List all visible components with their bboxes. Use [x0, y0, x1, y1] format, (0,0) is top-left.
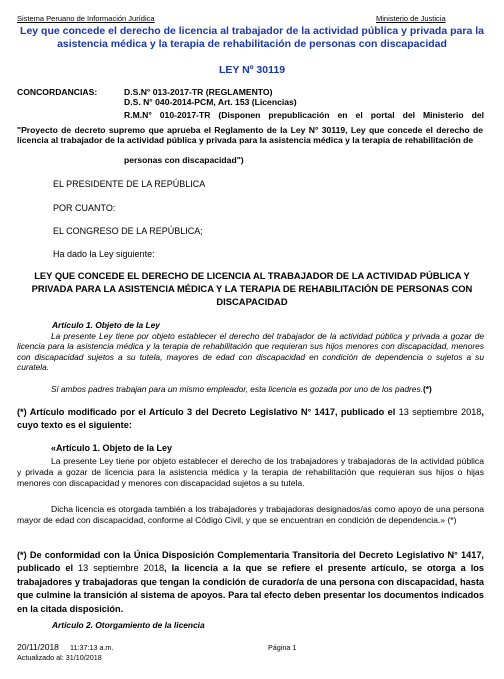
disposition-date: 13 septiembre 2018	[78, 563, 165, 574]
article-1-original-note	[51, 384, 432, 394]
law-number: LEY Nº 30119	[218, 64, 286, 76]
por-cuanto-line: POR CUANTO:	[53, 203, 116, 213]
modification-date: 13 septiembre 2018	[398, 407, 482, 417]
modification-marker: (*)	[422, 384, 432, 394]
article-1-modified-heading	[51, 443, 172, 453]
footer-time: 11:37:13 a.m.	[70, 643, 114, 652]
article-1-modified-title: Artículo 1. Objeto de la Ley	[56, 443, 173, 453]
footer-date: 20/11/2018	[17, 642, 59, 652]
ha-dado-line: Ha dado la Ley siguiente:	[53, 249, 155, 259]
article-1-modified-p2: Dicha licencia es otorgada también a los trabajadores y trabajadoras designados/as como apoyo de una persona mayor de edad con discapacidad, conforme al Código Civil, y que se encuentran en condición de dependencia.» (*)	[17, 504, 484, 525]
concordancia-continuation: "Proyecto de decreto supremo que aprueba el Reglamento de la Ley N° 30119, Ley que concede el derecho de licencia al trabajador de la actividad pública y privada para la asistencia médica y la terapia de rehabilitación de	[17, 125, 483, 145]
article-1-original-p2: Si ambos padres trabajan para un mismo empleador, esta licencia es gozada por uno de los padres.	[51, 384, 423, 394]
law-main-title: LEY QUE CONCEDE EL DERECHO DE LICENCIA AL TRABAJADOR DE LA ACTIVIDAD PÚBLICA Y PRIVADA PARA LA ASISTENCIA MÉDICA Y LA TERAPIA DE REHABILITACIÓN DE PERSONAS CON DISCAPACIDAD	[31, 270, 473, 307]
header-source: Sistema Peruano de Información Jurídica	[17, 14, 155, 23]
article-1-modified-p1: La presente Ley tiene por objeto establecer el derecho de los trabajadores y trabajadoras de la actividad pública y privada a gozar de licencia para la asistencia médica y la terapia de rehabilitación que requieran sus hijos o hijas menores con discapacidad y menores con discapacidad sujetos a su tutela.	[17, 456, 484, 488]
concordancia-link-1[interactable]: D.S.N° 013-2017-TR (REGLAMENTO)	[124, 87, 273, 97]
disposition-note-part2: , la licencia a la que se refiere el presente artículo, se otorga a los trabajadores y trabajadoras que tengan la condición de curador/a de una persona con discapacidad, hasta que culmine la transición al sistema de apoyos. Para tal efecto deben presentar los documentos indicados en la citada disposición.	[17, 563, 484, 614]
congreso-line: EL CONGRESO DE LA REPÚBLICA;	[53, 226, 203, 236]
modification-note-text: (*) Artículo modificado por el Artículo 3 del Decreto Legislativo N° 1417, publicado el	[17, 407, 396, 417]
opening-quote: «	[51, 443, 57, 453]
modification-note-end: , cuyo texto es el siguiente:	[17, 407, 484, 430]
concordancia-end: personas con discapacidad")	[124, 155, 244, 165]
article-1-original-text: La presente Ley tiene por objeto establecer el derecho del trabajador de la actividad pública y privada a gozar de licencia para la asistencia médica y la terapia de rehabilitación que requieran sus hijos menores con discapacidad, menores con discapacidad sujetos a su tutela, mayores de edad con discapacidad en condición de dependencia o sujetos a su curatela.	[17, 331, 484, 372]
document-title: Ley que concede el derecho de licencia al trabajador de la actividad pública y privada para la asistencia médica y la terapia de rehabilitación de personas con discapacidad	[20, 25, 484, 50]
concordancia-link-2[interactable]: D.S. N° 040-2014-PCM, Art. 153 (Licencias)	[124, 97, 297, 107]
modification-note	[17, 406, 484, 432]
article-1-heading: Artículo 1. Objeto de la Ley	[52, 320, 160, 330]
disposition-note	[17, 549, 484, 616]
president-line: EL PRESIDENTE DE LA REPÚBLICA	[53, 179, 206, 189]
header-ministry: Ministerio de Justicia	[376, 14, 446, 23]
concordancia-link-3[interactable]: R.M.N° 010-2017-TR (Disponen prepublicación en el portal del Ministerio del	[124, 110, 484, 120]
concordancias-label: CONCORDANCIAS:	[17, 87, 98, 97]
footer-updated: Actualizado al: 31/10/2018	[17, 653, 102, 662]
footer-page-number: Página 1	[268, 643, 297, 652]
disposition-note-part1: (*) De conformidad con la Única Disposición Complementaria Transitoria del Decreto Legislativo N° 1417, publicado el	[17, 550, 484, 574]
article-2-heading: Artículo 2. Otorgamiento de la licencia	[52, 620, 205, 630]
